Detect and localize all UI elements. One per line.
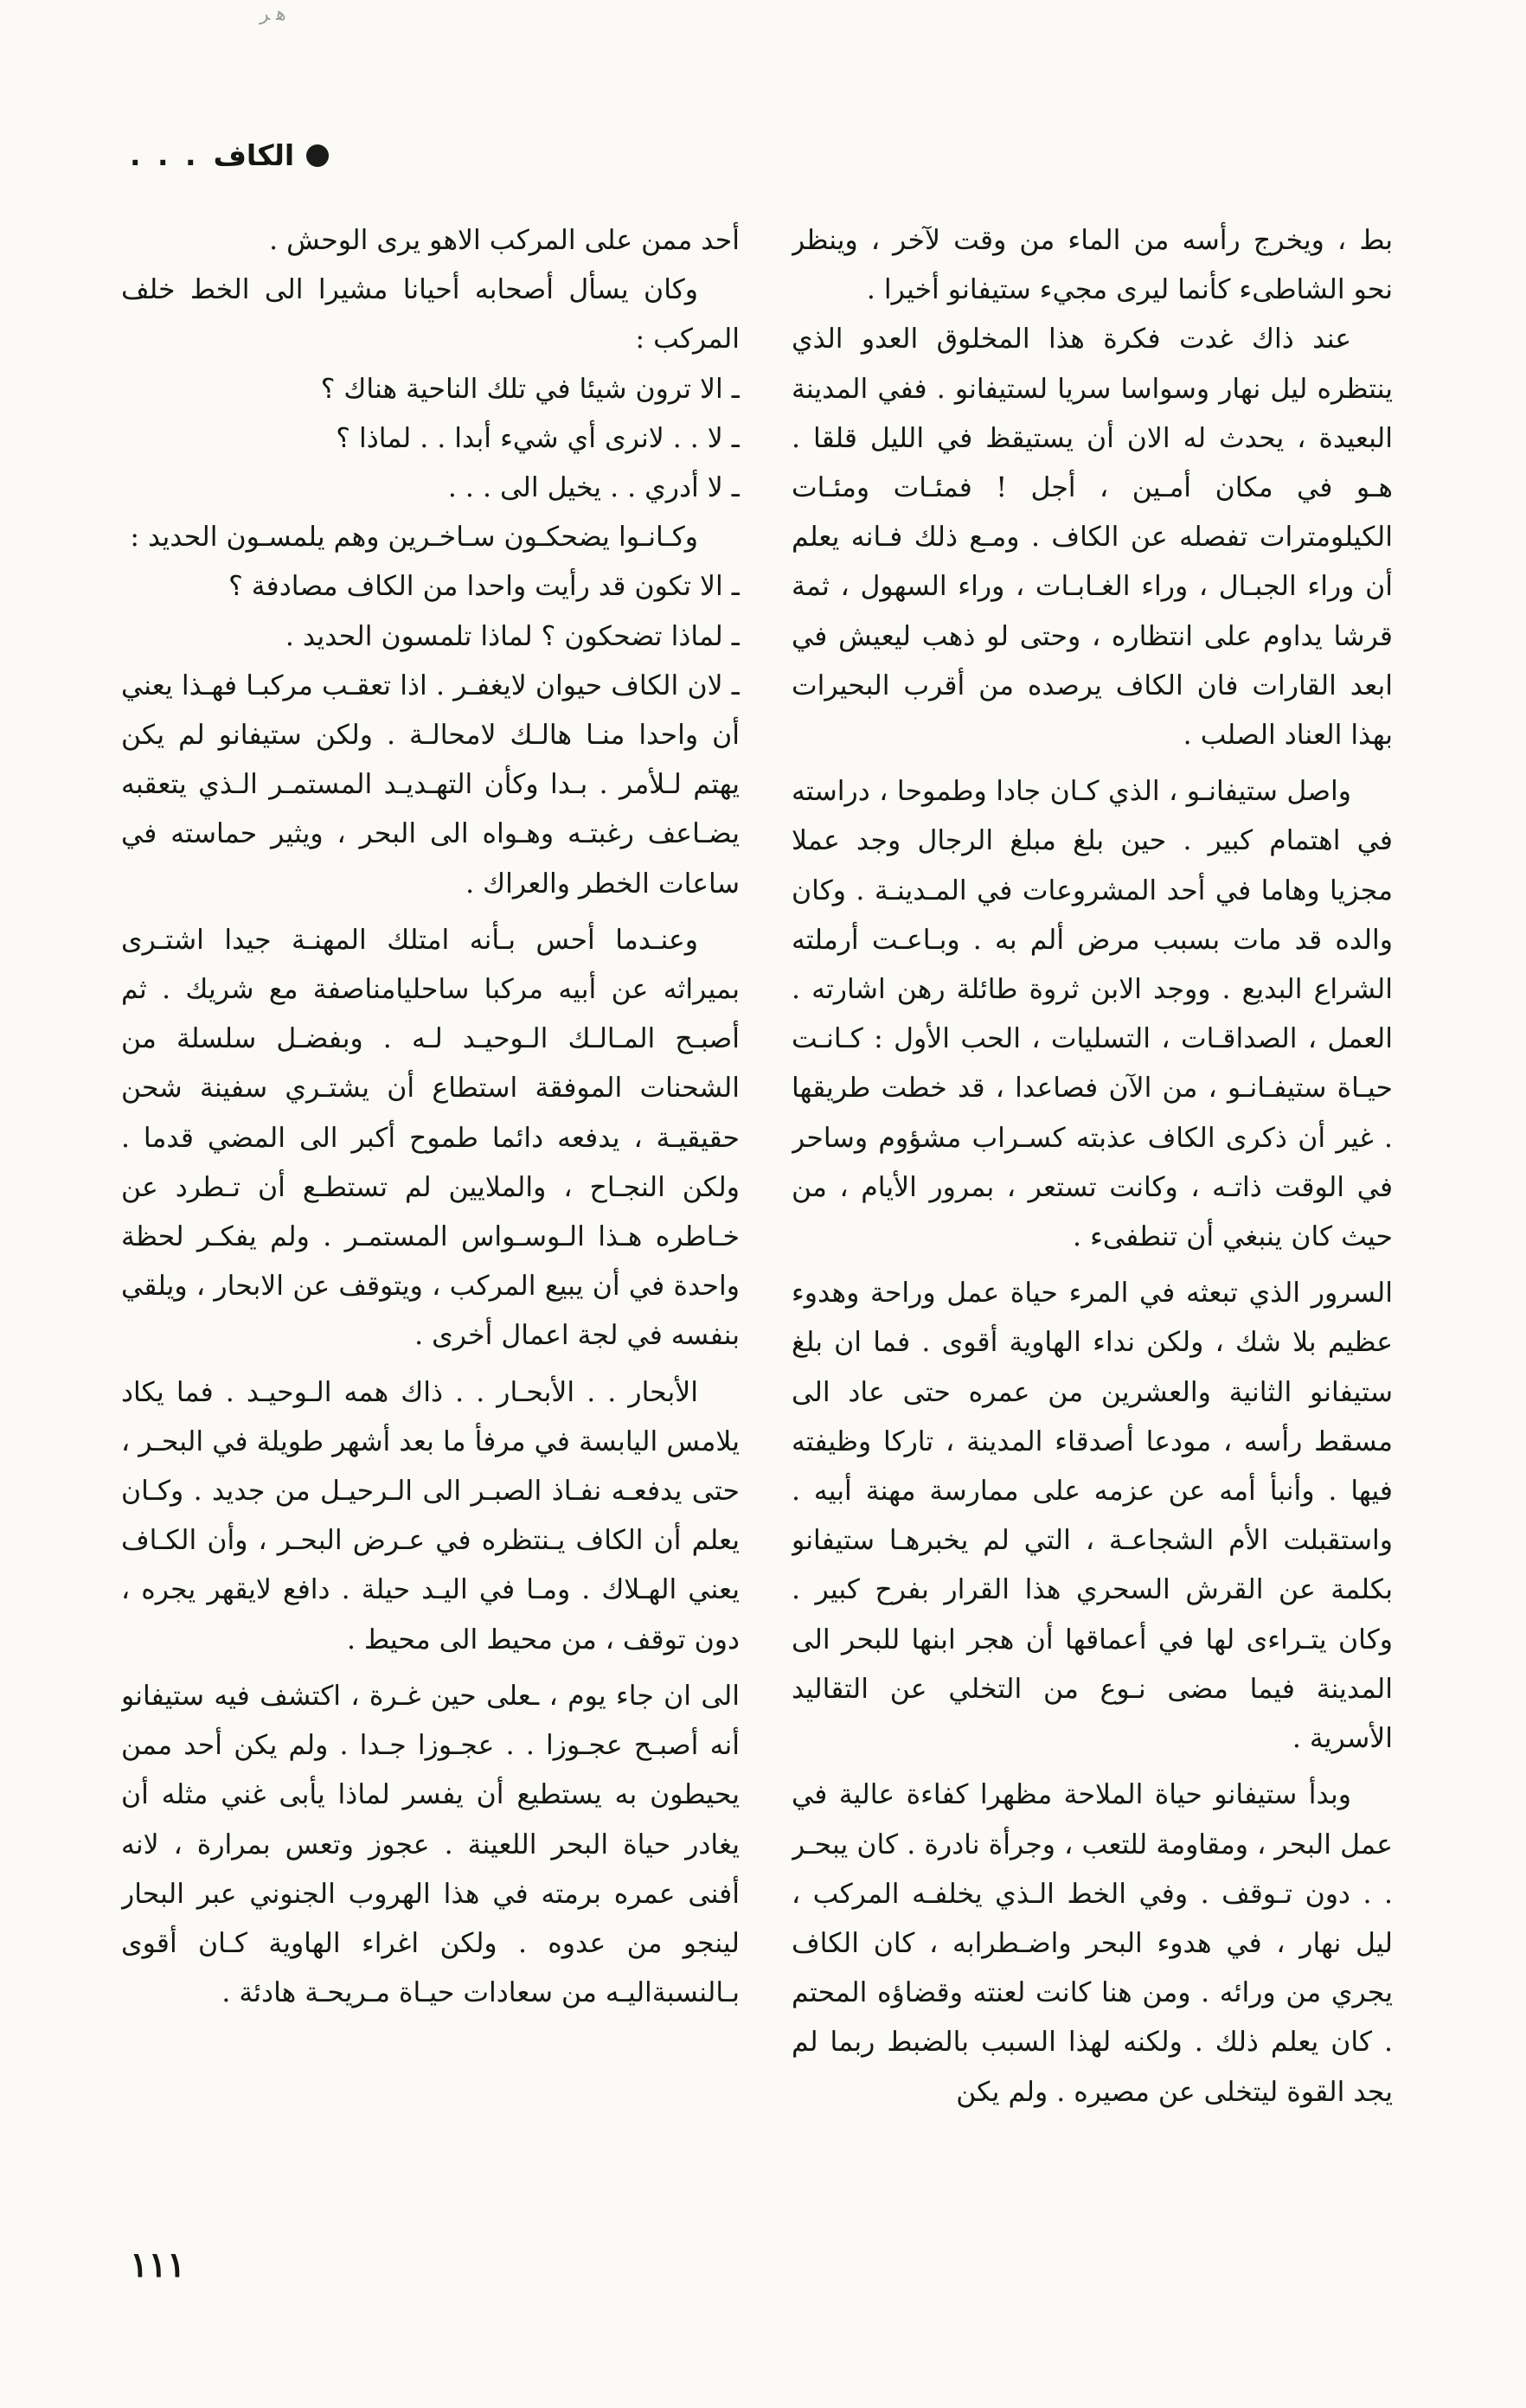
dialogue-line: ـ الا ترون شيئا في تلك الناحية هناك ؟ (320, 373, 740, 405)
paragraph: وعنـدما أحس بـأنه امتلك المهنـة جيدا اشتـرى بميراثه عن أبيه مركبا ساحليامناصفة مع شريك . ثم أصبـح المـالـك الـوحيـد لـه . وبفضـل سلسلة من الشحنات الموفقة استطاع أن يشتـري سفينة شحن حقيقيـة ، يدفعه دائما طموح أكبر الى المضي قدما . ولكن النجـاح ، والملايين لم تستطـع أن تـطرد عن خـاطره هـذا الـوسـواس المستمـر . ولم يفكـر لحظة واحدة في أن يبيع المركب ، ويتوقف عن الابحار ، ويلقي بنفسه في لجة اعمال أخرى . (121, 924, 740, 1352)
paragraph: عند ذاك غدت فكرة هذا المخلوق العدو الذي ينتظره ليل نهار وسواسا سريا لستيفانو . ففي المدينة البعيدة ، يحدث له الان أن يستيقظ في الليل قلقا . هـو في مكان أمـين ، أجل ! فمئـات ومئـات الكيلومترات تفصله عن الكاف . ومـع ذلك فـانه يعلم أن وراء الجبـال ، وراء الغـابـات ، وراء السهول ، ثمة قرشا يداوم على انتظاره ، وحتى لو ذهب ليعيش في ابعد القارات فان الكاف يرصده من أقرب البحيرات بهذا العناد الصلب . (792, 323, 1393, 752)
top-mark: ﻫ ﺮ (260, 3, 286, 25)
dialogue-line: ـ الا تكون قد رأيت واحدا من الكاف مصادفة ؟ (228, 571, 740, 603)
paragraph: بط ، ويخرج رأسه من الماء من وقت لآخر ، وينظر نحو الشاطىء كأنما ليرى مجيء ستيفانو أخيرا . (792, 225, 1393, 306)
paragraph: وبدأ ستيفانو حياة الملاحة مظهرا كفاءة عالية في عمل البحر ، ومقاومة للتعب ، وجرأة نادرة . كان يبحـر . . دون تـوقف . وفي الخط الـذي يخلفـه المركب ، ليل نهار ، في هدوء البحر واضـطرابه ، كان الكاف يجري من ورائه . ومن هنا كانت لعنته وقضاؤه المحتم . كان يعلم ذلك . ولكنه لهذا السبب بالضبط ربما لم يجد القوة ليتخلى عن مصيره . ولم يكن (792, 1779, 1393, 2108)
paragraph: واصل ستيفانـو ، الذي كـان جادا وطموحا ، دراسته في اهتمام كبير . حين بلغ مبلغ الرجال وجد عملا مجزيا وهاما في أحد المشروعات في المـدينـة . وكان والده قد مات بسبب مرض ألم به . وبـاعـت أرملته الشراع البديع . ووجد الابن ثروة طائلة رهن اشارته . العمل ، الصداقـات ، التسليات ، الحب الأول : كـانـت حيـاة ستيفـانـو ، من الآن فصاعدا ، قد خطت طريقها . غير أن ذكرى الكاف عذبته كسـراب مشؤوم وساحر في الوقت ذاتـه ، وكانت تستعر ، بمرور الأيام ، من حيث كان ينبغي أن تنطفىء . (792, 776, 1393, 1253)
page-number: ١١١ (130, 2245, 186, 2285)
right-column (792, 216, 1393, 2136)
running-header (130, 138, 329, 172)
header-title: الكاف (213, 138, 295, 172)
bullet-icon (306, 144, 329, 167)
left-column (121, 216, 740, 2136)
paragraph: الى ان جاء يوم ، ـعلى حين غـرة ، اكتشف فيه ستيفانو أنه أصبـح عجـوزا . . عجـوزا جـدا . ولم يكن أحد ممن يحيطون به يستطيع أن يفسر لماذا يأبى غني مثله أن يغادر حياة البحر اللعينة . عجوز وتعس بمرارة ، لانه أفنى عمره برمته في هذا الهروب الجنوني عبر البحار لينجو من عدوه . ولكن اغراء الهاوية كـان أقوى بـالنسبةاليـه من سعادات حيـاة مـريحـة هادئة . (121, 1680, 740, 2009)
paragraph: وكان يسأل أصحابه أحيانا مشيرا الى الخط خلف المركب : (121, 274, 740, 355)
paragraph: وكـانـوا يضحكـون سـاخـرين وهم يلمسـون الحديد : (130, 522, 698, 554)
dialogue-line: ـ لان الكاف حيوان لايغفـر . اذا تعقـب مركبـا فهـذا يعني أن واحدا منـا هالـك لامحالـة . ولكن ستيفانو لم يكن يهتم لـلأمر . بـدا وكأن التهـديـد المستمـر الـذي يتعقبه يضـاعف رغبتـه وهـواه الى البحر ، ويثير حماسته في ساعات الخطر والعراك . (121, 669, 740, 900)
dialogue-line: ـ لماذا تضحكون ؟ لماذا تلمسون الحديد . (285, 620, 740, 652)
paragraph: السرور الذي تبعثه في المرء حياة عمل وراحة وهدوء عظيم بلا شك ، ولكن نداء الهاوية أقوى . فما ان بلغ ستيفانو الثانية والعشرين من عمره حتى عاد الى مسقط رأسه ، مودعا أصدقاء المدينة ، تاركا وظيفته فيها . وأنبأ أمه عن عزمه على ممارسة مهنة أبيه . واستقبلت الأم الشجاعـة ، التي لم يخبرهـا ستيفانو بكلمة عن القرش السحري هذا القرار بفرح كبير . وكان يتـراءى لها في أعماقها أن هجر ابنها للبحر الى المدينة فيما مضى نـوع من التخلي عن التقاليد الأسرية . (792, 1278, 1393, 1755)
header-ellipsis: . . . (130, 138, 200, 172)
paragraph: أحد ممن على المركب الاهو يرى الوحش . (269, 225, 740, 256)
paragraph: الأبحار . . الأبحـار . . ذاك همه الـوحيـد . فما يكاد يلامس اليابسة في مرفأ ما بعد أشهر طويلة في البحـر ، حتى يدفعـه نفـاذ الصبـر الى الـرحيـل من جديد . وكـان يعلم أن الكاف يـنتظره في عـرض البحـر ، وأن الكـاف يعني الهـلاك . ومـا في اليـد حيلة . دافع لايقهر يجره ، دون توقف ، من محيط الى محيط . (121, 1376, 740, 1656)
dialogue-line: ـ لا . . لانرى أي شيء أبدا . . لماذا ؟ (336, 422, 740, 454)
dialogue-line: ـ لا أدري . . يخيل الى . . . (447, 472, 740, 504)
